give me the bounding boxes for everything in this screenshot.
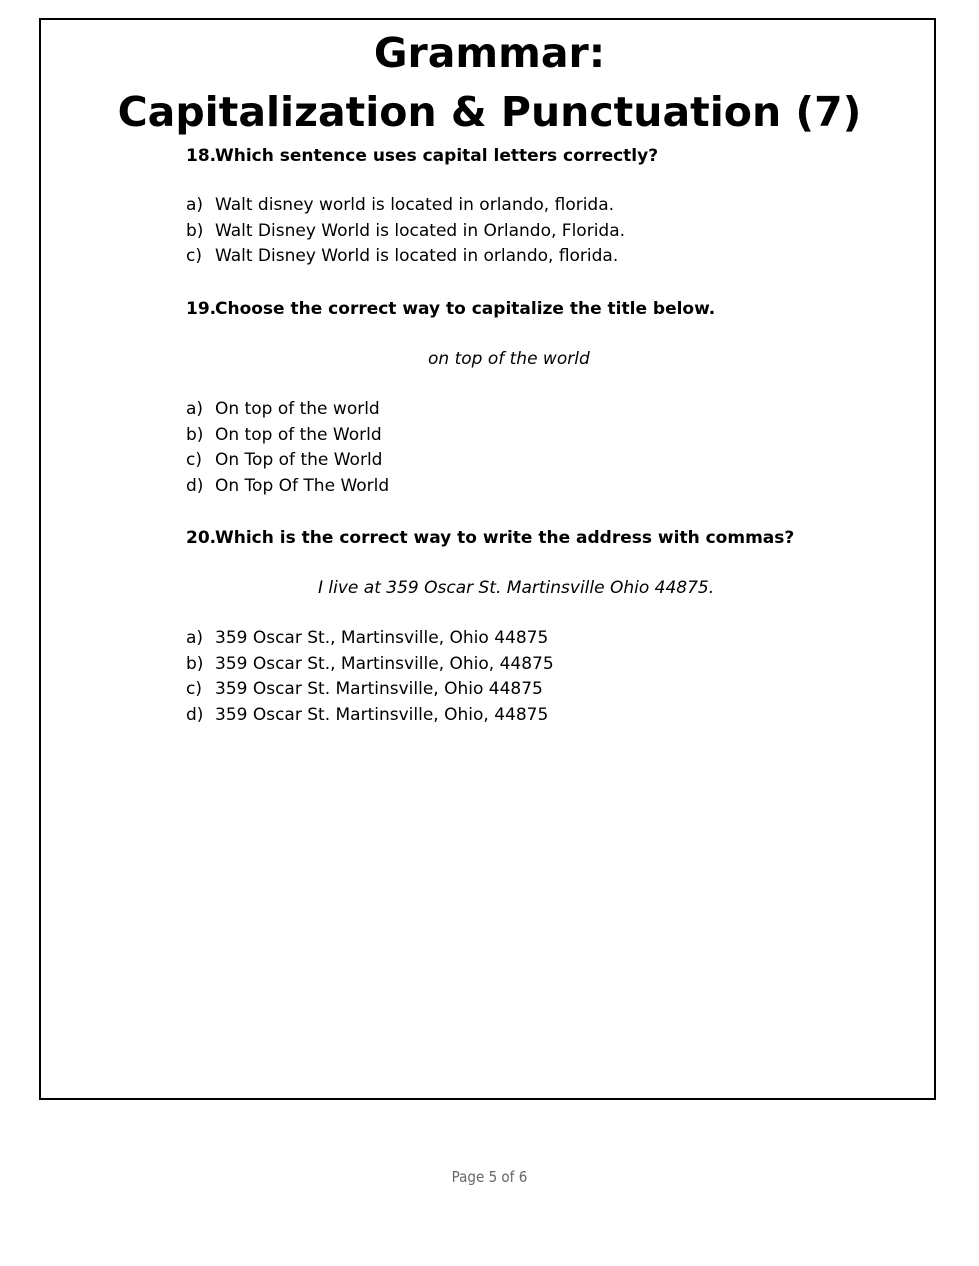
question-number: 20.: [186, 528, 217, 548]
option-letter: c): [186, 246, 202, 266]
option-b[interactable]: [186, 652, 554, 678]
question-19-prompt: on top of the world: [428, 349, 590, 369]
option-text: 359 Oscar St. Martinsville, Ohio 44875: [215, 679, 543, 699]
option-text: 359 Oscar St., Martinsville, Ohio 44875: [215, 628, 549, 648]
option-letter: a): [186, 195, 204, 215]
option-text: Walt Disney World is located in orlando, florida.: [215, 246, 619, 266]
option-c[interactable]: [186, 448, 389, 474]
option-letter: d): [186, 475, 204, 496]
option-c[interactable]: [186, 244, 625, 270]
question-20: [186, 528, 794, 548]
option-text: On Top of the World: [215, 450, 383, 470]
option-letter: b): [186, 424, 204, 445]
option-text: 359 Oscar St., Martinsville, Ohio, 44875: [215, 653, 554, 674]
question-19: [186, 299, 715, 319]
question-20-prompt: I live at 359 Oscar St. Martinsville Ohio 44875.: [318, 578, 715, 598]
option-letter: a): [186, 628, 204, 648]
option-text: On top of the world: [215, 399, 380, 419]
option-a[interactable]: [186, 193, 625, 219]
option-a[interactable]: [186, 397, 389, 423]
question-text: Choose the correct way to capitalize the title below.: [215, 299, 716, 319]
option-letter: d): [186, 704, 204, 725]
title-line-1: Grammar:: [373, 29, 606, 77]
option-b[interactable]: [186, 219, 625, 245]
question-number: 19.: [186, 299, 217, 319]
option-d[interactable]: [186, 474, 389, 500]
option-c[interactable]: [186, 677, 554, 703]
option-letter: b): [186, 220, 204, 241]
option-a[interactable]: [186, 626, 554, 652]
option-letter: c): [186, 679, 202, 699]
question-20-options: [186, 626, 554, 728]
title-line-2: Capitalization & Punctuation (7): [117, 88, 862, 136]
option-letter: c): [186, 450, 202, 470]
question-text: Which is the correct way to write the address with commas?: [215, 528, 795, 548]
page-footer: Page 5 of 6: [451, 1168, 528, 1186]
option-d[interactable]: [186, 703, 554, 729]
option-text: On Top Of The World: [215, 475, 390, 496]
question-18-options: [186, 193, 625, 270]
question-19-options: [186, 397, 389, 499]
option-text: Walt disney world is located in orlando, florida.: [215, 195, 615, 215]
option-b[interactable]: [186, 423, 389, 449]
worksheet-frame: [39, 18, 936, 1100]
option-letter: b): [186, 653, 204, 674]
option-letter: a): [186, 399, 204, 419]
option-text: On top of the World: [215, 424, 382, 445]
option-text: Walt Disney World is located in Orlando, Florida.: [215, 220, 626, 241]
question-number: 18.: [186, 146, 217, 166]
question-18: [186, 146, 658, 166]
option-text: 359 Oscar St. Martinsville, Ohio, 44875: [215, 704, 549, 725]
question-text: Which sentence uses capital letters correctly?: [215, 146, 659, 166]
